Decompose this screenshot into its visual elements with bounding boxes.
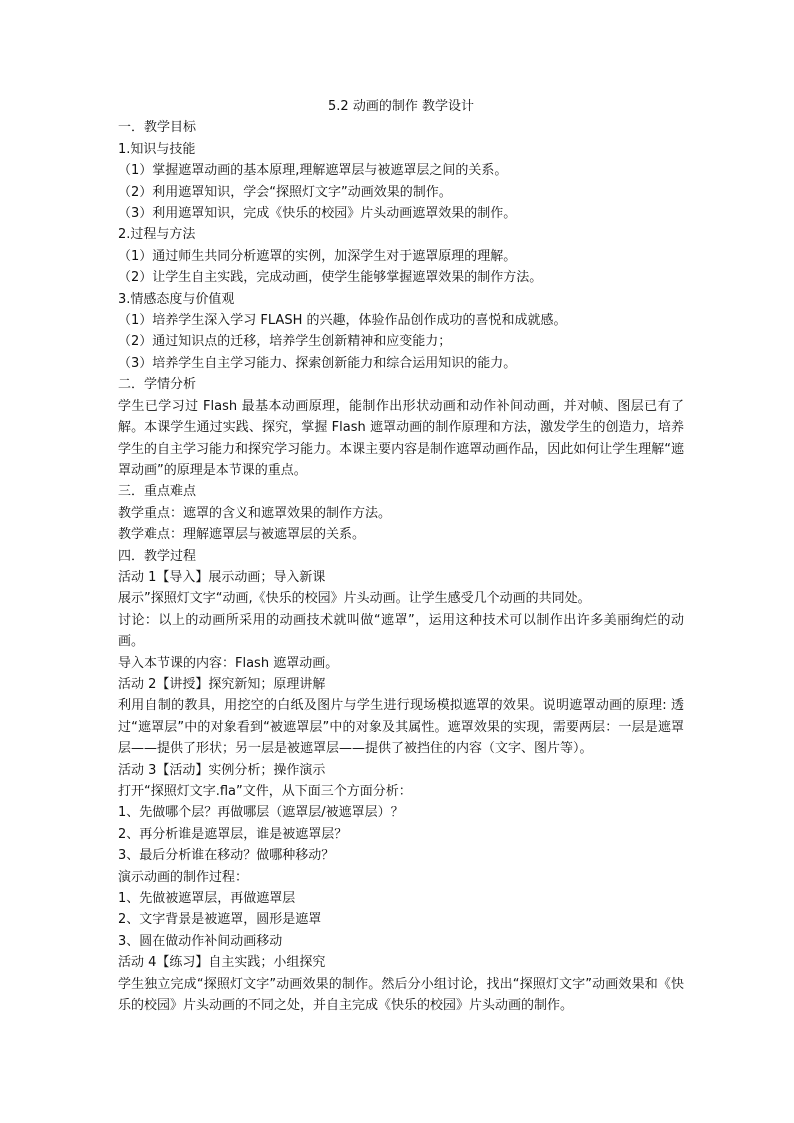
subheading-attitude-values: 3.情感态度与价值观 [118,291,235,307]
activity-3-line: 2、再分析谁是遮罩层，谁是被遮罩层？ [118,826,348,842]
activity-4-heading: 活动 4【练习】自主实践；小组探究 [118,955,326,971]
activity-2-paragraph: 利用自制的教具，用挖空的白纸及图片与学生进行现场模拟遮罩的效果。说明遮罩动画的原理: 透过“遮罩层”中的对象看到“被遮罩层”中的对象及其属性。遮罩效果的实现，需要两层：一层是遮罩层——提供了形状；另一层是被遮罩层——提供了被挡住的内容（文字、图片等）。 [118,698,684,757]
document-page [118,96,684,1016]
heading-key-points: 三．重点难点 [118,484,197,500]
goal-item: （1）掌握遮罩动画的基本原理,理解遮罩层与被遮罩层之间的关系。 [118,163,508,179]
subheading-process-method: 2.过程与方法 [118,227,196,243]
heading-student-analysis: 二．学情分析 [118,377,197,393]
goal-item: （2）通过知识点的迁移，培养学生创新精神和应变能力； [118,334,452,350]
goal-item: （1）通过师生共同分析遮罩的实例，加深学生对于遮罩原理的理解。 [118,248,517,264]
goal-item: （2）让学生自主实践，完成动画，使学生能够掌握遮罩效果的制作方法。 [118,270,543,286]
activity-3-heading: 活动 3【活动】实例分析；操作演示 [118,762,326,778]
goal-item: （3）利用遮罩知识，完成《快乐的校园》片头动画遮罩效果的制作。 [118,206,517,222]
subheading-knowledge-skills: 1.知识与技能 [118,141,196,157]
document-title: 5.2 动画的制作 教学设计 [328,99,474,114]
goal-item: （1）培养学生深入学习 FLASH 的兴趣，体验作品创作成功的喜悦和成就感。 [118,313,567,329]
heading-teaching-process: 四．教学过程 [118,548,197,564]
activity-3-line: 演示动画的制作过程： [118,869,249,885]
activity-1-line: 展示”探照灯文字“动画,《快乐的校园》片头动画。让学生感受几个动画的共同处。 [118,591,591,607]
student-analysis-paragraph: 学生已学习过 Flash 最基本动画原理，能制作出形状动画和动作补间动画，并对帧、图层已有了解。本课学生通过实践、探究，掌握 Flash 遮罩动画的制作原理和方法，激发学生的创造力，培养学生的自主学习能力和探究学习能力。本课主要内容是制作遮罩动画作品，因此如何让学生理解“遮罩动画”的原理是本节课的重点。 [118,398,684,478]
activity-3-line: 2、文字背景是被遮罩，圆形是遮罩 [118,912,322,928]
activity-3-line: 打开“探照灯文字.fla”文件，从下面三个方面分析： [118,784,412,799]
goal-item: （2）利用遮罩知识，学会“探照灯文字”动画效果的制作。 [118,184,452,200]
activity-1-heading: 活动 1【导入】展示动画；导入新课 [118,569,326,585]
goal-item: （3）培养学生自主学习能力、探索创新能力和综合运用知识的能力。 [118,355,517,371]
discussion-paragraph: 讨论：以上的动画所采用的动画技术就叫做“遮罩”，运用这种技术可以制作出许多美丽绚烂的动画。 [118,612,684,650]
activity-2-heading: 活动 2【讲授】探究新知；原理讲解 [118,676,326,692]
activity-3-line: 1、先做哪个层？再做哪层（遮罩层/被遮罩层）？ [118,805,404,821]
difficult-point: 教学难点：理解遮罩层与被遮罩层的关系。 [118,527,366,543]
activity-3-line: 3、圆在做动作补间动画移动 [118,933,283,949]
activity-4-paragraph: 学生独立完成“探照灯文字”动画效果的制作。然后分小组讨论，找出“探照灯文字”动画效果和《快乐的校园》片头动画的不同之处，并自主完成《快乐的校园》片头动画的制作。 [118,976,684,1014]
activity-3-line: 3、最后分析谁在移动？做哪种移动？ [118,848,335,864]
key-point: 教学重点：遮罩的含义和遮罩效果的制作方法。 [118,505,392,521]
activity-3-line: 1、先做被遮罩层，再做遮罩层 [118,891,296,907]
heading-teaching-goals: 一．教学目标 [118,120,197,136]
activity-1-line: 导入本节课的内容：Flash 遮罩动画。 [118,655,339,671]
